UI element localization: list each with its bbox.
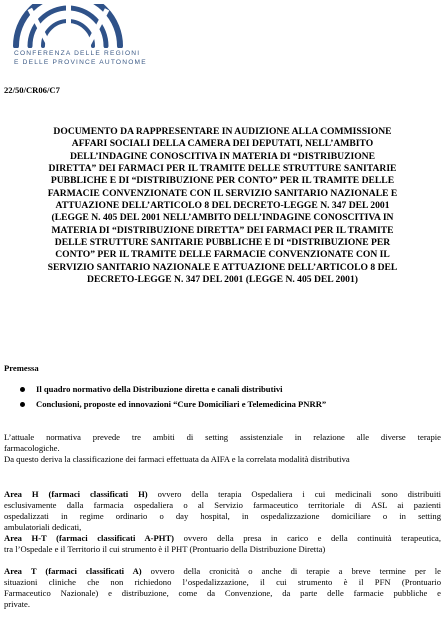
- paragraph-line: private.: [4, 599, 31, 610]
- title-line: DIRETTA” DEI FARMACI PER IL TRAMITE DELLE STRUTTURE SANITARIE: [48, 163, 397, 175]
- paragraph-line: Farmaceutico Nazionale) e distribuzione, come da Convenzione, da parte delle farmacie pubbliche e: [4, 588, 441, 599]
- conference-logo-icon: [8, 4, 128, 48]
- title-line: DOCUMENTO DA RAPPRESENTARE IN AUDIZIONE ALLA COMMISSIONE: [53, 126, 392, 137]
- area-t-label: Area T (farmaci classificati A): [4, 566, 142, 576]
- bullet-icon: [20, 387, 25, 392]
- list-item-text: Il quadro normativo della Distribuzione diretta e canali distributivi: [36, 384, 283, 394]
- list-item-text: Conclusioni, proposte ed innovazioni “Cure Domiciliari e Telemedicina PNRR”: [36, 399, 327, 409]
- list-item: [20, 397, 326, 412]
- paragraph-line: [4, 533, 441, 544]
- paragraph-line: farmacologiche.: [4, 443, 60, 454]
- paragraph-line: esclusivamente dalla farmacia ospedaliera o al Servizio farmaceutico territoriale di ASL ai pazienti: [4, 500, 441, 511]
- area-ht-paragraph: [4, 533, 441, 555]
- intro-paragraph: [4, 432, 441, 465]
- title-line: CONTO” PER IL TRAMITE DELLE FARMACIE CONVENZIONATE CON IL: [55, 249, 390, 261]
- document-title: [2, 126, 443, 286]
- organization-name: [14, 50, 147, 67]
- org-line-2: E DELLE PROVINCE AUTONOME: [14, 58, 147, 66]
- title-line: PUBBLICHE E DI “DISTRIBUZIONE PER CONTO” PER IL TRAMITE DELLE: [50, 175, 395, 187]
- paragraph-line: [4, 566, 441, 577]
- area-h-paragraph: [4, 489, 441, 533]
- paragraph-line: ambulatoriali dedicati,: [4, 522, 82, 533]
- area-t-paragraph: [4, 566, 441, 610]
- paragraph-line: L’attuale normativa prevede tre ambiti di setting assistenziale in relazione alle diverse terapie: [4, 432, 441, 442]
- paragraph-line: ospedalizzati in regime ordinario o day hospital, in ospedalizzazione domiciliare o in setting: [4, 511, 441, 522]
- title-line: MATERIA DI “DISTRIBUZIONE DIRETTA” DEI FARMACI PER IL TRAMITE: [51, 224, 394, 236]
- area-h-label: Area H (farmaci classificati H): [4, 489, 148, 499]
- title-line: AFFARI SOCIALI DELLA CAMERA DEI DEPUTATI, NELL’AMBITO: [71, 138, 374, 150]
- paragraph-line: situazioni cliniche che non richiedono l’ospedalizzazione, il cui strumento è il PFN (Prontuario: [4, 577, 441, 588]
- area-ht-text: ovvero della presa in carico e della continuità terapeutica,: [174, 533, 441, 543]
- org-line-1: CONFERENZA DELLE REGIONI: [14, 50, 141, 57]
- logo: [8, 4, 168, 74]
- title-line: (LEGGE N. 405 DEL 2001 NELL’AMBITO DELL’INDAGINE CONOSCITIVA IN: [51, 212, 394, 224]
- bullet-icon: [20, 402, 25, 407]
- title-line: DELLE STRUTTURE SANITARIE PUBBLICHE E DI “DISTRIBUZIONE PER: [54, 237, 391, 249]
- area-h-text: ovvero della terapia Ospedaliera i cui medicinali sono distribuiti: [147, 489, 441, 499]
- title-line: DECRETO-LEGGE N. 347 DEL 2001 (LEGGE N. 405 DEL 2001): [87, 274, 358, 286]
- title-line: ATTUAZIONE DELL’ARTICOLO 8 DEL DECRETO-LEGGE N. 347 DEL 2001: [55, 200, 390, 212]
- area-ht-label: Area H-T (farmaci classificati A-PHT): [4, 533, 175, 543]
- title-line: DELL’INDAGINE CONOSCITIVA IN MATERIA DI “DISTRIBUZIONE: [69, 150, 376, 162]
- title-line: FARMACIE CONVENZIONATE CON IL SERVIZIO SANITARIO NAZIONALE E: [47, 187, 398, 199]
- title-line: SERVIZIO SANITARIO NAZIONALE E ATTUAZIONE DELL’ARTICOLO 8 DEL: [47, 261, 398, 273]
- paragraph-line: [4, 489, 441, 500]
- paragraph-line: tra l’Ospedale e il Territorio il cui strumento è il PHT (Prontuario della Distribuzione Diretta): [4, 544, 326, 555]
- section-heading-premessa: Premessa: [4, 363, 39, 373]
- bullet-list: [20, 382, 326, 412]
- document-id: 22/50/CR06/C7: [4, 85, 60, 95]
- paragraph-line: Da questo deriva la classificazione dei farmaci effettuata da AIFA e la correlata modalità distributiva: [4, 454, 350, 465]
- area-t-text: ovvero della cronicità o anche di terapie a breve termine per le: [141, 566, 442, 576]
- list-item: [20, 382, 326, 397]
